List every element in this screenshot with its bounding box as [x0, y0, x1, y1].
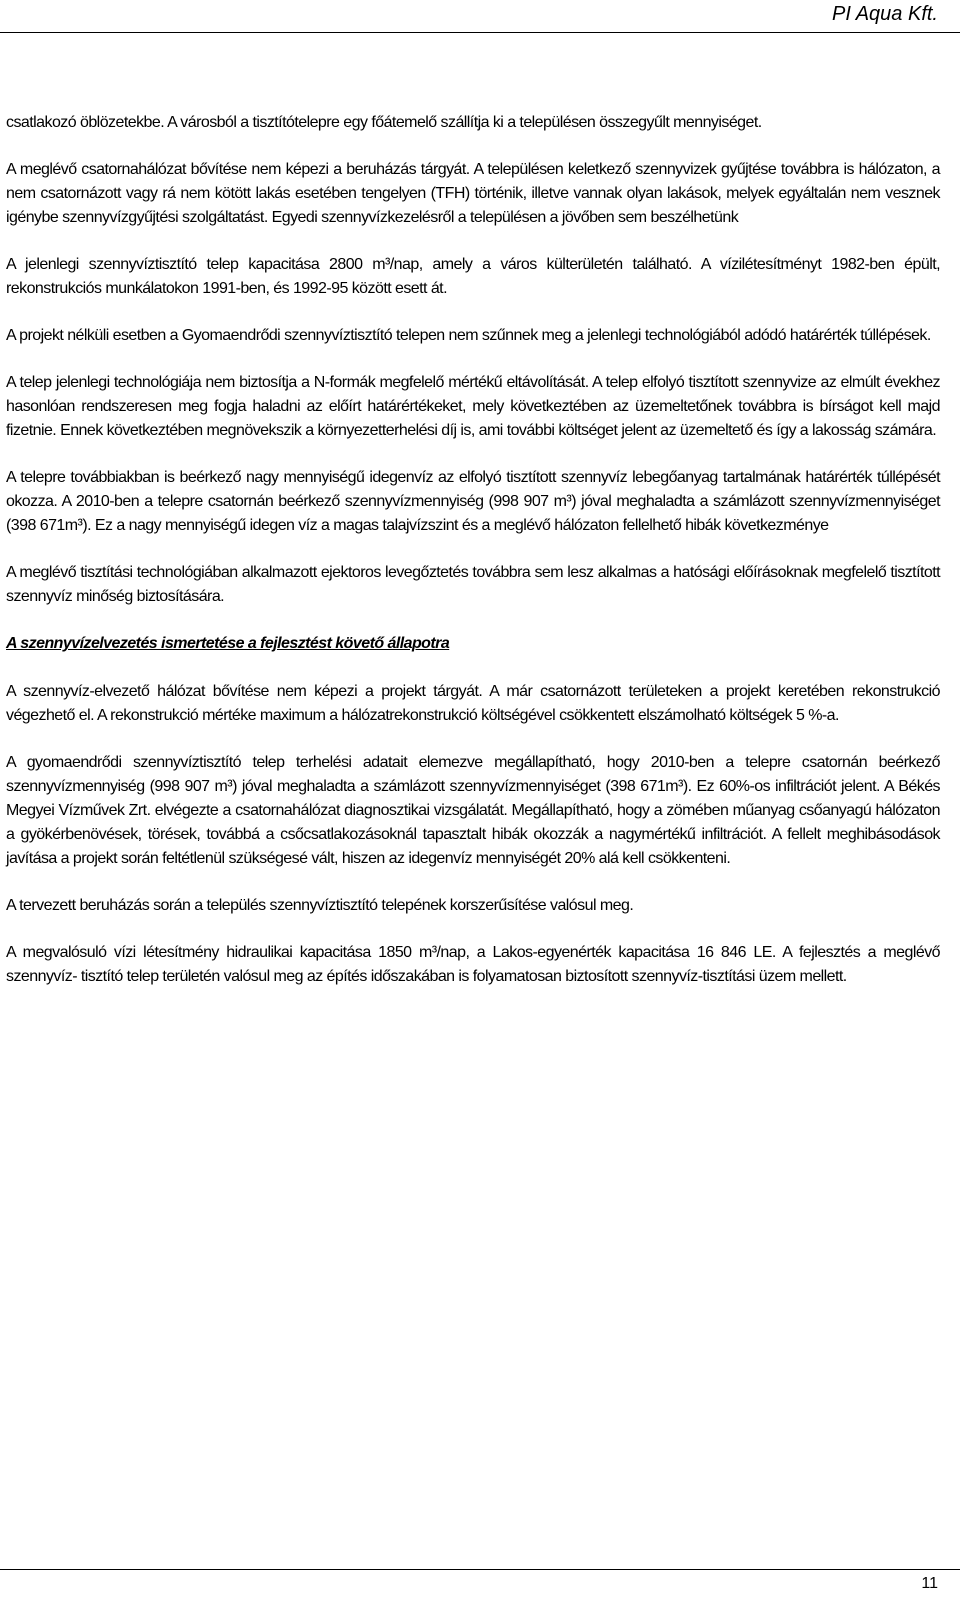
header-divider: [0, 32, 960, 33]
paragraph: A tervezett beruházás során a település szennyvíztisztító telepének korszerűsítése valósul meg.: [6, 897, 634, 914]
footer-divider: [0, 1569, 960, 1570]
paragraph: A projekt nélküli esetben a Gyomaendrődi szennyvíztisztító telepen nem szűnnek meg a jelenlegi technológiából adódó határérték túllépések.: [6, 327, 931, 344]
paragraph: A jelenlegi szennyvíztisztító telep kapacitása 2800 m³/nap, amely a város külterületén található. A vízilétesítményt 1982-ben épült, rekonstrukciós munkálatokon 1991-ben, és 1992-95 között esett át.: [6, 256, 940, 297]
section-heading: A szennyvízelvezetés ismertetése a fejlesztést követő állapotra: [6, 635, 450, 652]
header-company-name: PI Aqua Kft.: [832, 3, 938, 25]
paragraph: A megvalósuló vízi létesítmény hidraulikai kapacitása 1850 m³/nap, a Lakos-egyenérték kapacitása 16 846 LE. A fejlesztés a meglévő szennyvíz- tisztító telep területén valósul meg az építés időszakában is folyamatosan biztosított szennyvíz-tisztítási üzem mellett.: [6, 944, 940, 985]
paragraph: A meglévő csatornahálózat bővítése nem képezi a beruházás tárgyát. A településen keletkező szennyvizek gyűjtése továbbra is hálózaton, a nem csatornázott vagy rá nem kötött lakás esetében tengelyen (TFH) történik, illetve vannak olyan lakások, melyek egyáltalán nem vesznek igénybe szennyvízgyűjtési szolgáltatást. Egyedi szennyvízkezelésről a településen a jövőben sem beszélhetünk: [6, 161, 940, 226]
document-body: [6, 111, 940, 1012]
paragraph: A telep jelenlegi technológiája nem biztosítja a N-formák megfelelő mértékű eltávolítását. A telep elfolyó tisztított szennyvize az elmúlt évekhez hasonlóan rendszeresen meg fogja haladni az előírt határértékeket, mely következtében az üzemeltetőnek továbbra is bírságot kell majd fizetnie. Ennek következtében megnövekszik a környezetterhelési díj is, ami további költséget jelent az üzemeltető és így a lakosság számára.: [6, 374, 940, 439]
paragraph: A gyomaendrődi szennyvíztisztító telep terhelési adatait elemezve megállapítható, hogy 2010-ben a telepre csatornán beérkező szennyvízmennyiség (998 907 m³) jóval meghaladta a számlázott szennyvízmennyiséget (398 671m³). Ez 60%-os infiltrációt jelent. A Békés Megyei Vízművek Zrt. elvégezte a csatornahálózat diagnosztikai vizsgálatát. Megállapítható, hogy a zömében műanyag csőanyagú hálózaton a gyökérbenövések, törések, továbbá a csőcsatlakozásoknál tapasztalt hibák okozzák a nagymértékű infiltrációt. A fellelt meghibásodások javítása a projekt során feltétlenül szükségesé vált, hiszen az idegenvíz mennyiségét 20% alá kell csökkenteni.: [6, 754, 940, 867]
paragraph: A meglévő tisztítási technológiában alkalmazott ejektoros levegőztetés továbbra sem lesz alkalmas a hatósági előírásoknak megfelelő tisztított szennyvíz minőség biztosítására.: [6, 564, 940, 605]
page-number: 11: [921, 1575, 938, 1592]
paragraph: csatlakozó öblözetekbe. A városból a tisztítótelepre egy főátemelő szállítja ki a településen összegyűlt mennyiséget.: [6, 114, 762, 131]
paragraph: A szennyvíz-elvezető hálózat bővítése nem képezi a projekt tárgyát. A már csatornázott területeken a projekt keretében rekonstrukció végezhető el. A rekonstrukció mértéke maximum a hálózatrekonstrukció költségével csökkentett elszámolható költségek 5 %-a.: [6, 683, 940, 724]
paragraph: A telepre továbbiakban is beérkező nagy mennyiségű idegenvíz az elfolyó tisztított szennyvíz lebegőanyag tartalmának határérték túllépését okozza. A 2010-ben a telepre csatornán beérkező szennyvízmennyiség (998 907 m³) jóval meghaladta a számlázott szennyvízmennyiséget (398 671m³). Ez a nagy mennyiségű idegen víz a magas talajvízszint és a meglévő hálózaton fellelhető hibák következménye: [6, 469, 940, 534]
